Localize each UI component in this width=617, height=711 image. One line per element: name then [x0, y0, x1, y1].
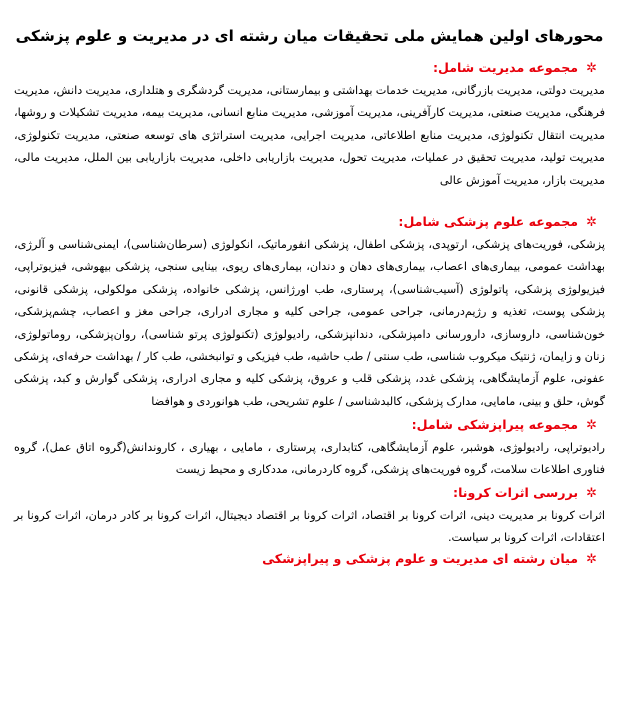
section-heading [14, 415, 597, 435]
section-body: اثرات کرونا بر مدیریت دینی، اثرات کرونا بر اقتصاد، اثرات کرونا بر اقتصاد دیجیتال، اثرات کرونا بر کادر درمان، اثرات کرونا بر اعتقادات، اثرات کرونا بر سیاست. [14, 509, 605, 545]
section-heading-text: مجموعه پیراپزشکی شامل: [411, 417, 579, 433]
section-body: رادیوتراپی، رادیولوژی، هوشبر، علوم آزمایشگاهی، کتابداری، پرستاری ، مامایی ، بهیاری ، کاروندانش(گروه اتاق عمل)، گروه فناوری اطلاعات سلامت، گروه فوریت‌های پزشکی، گروه کاردرمانی، مددکاری و محیط زیست [14, 441, 605, 477]
spacer [14, 192, 605, 212]
asterisk-bullet-icon: ✲ [586, 215, 597, 231]
section-body: مدیریت دولتی، مدیریت بازرگانی، مدیریت خدمات بهداشتی و بیمارستانی، مدیریت گردشگری و هتلداری، مدیریت دانش، مدیریت فرهنگی، مدیریت صنعتی، مدیریت کارآفرینی، مدیریت آموزشی، مدیریت منابع انسانی، مدیریت بیمه، مدیریت تشکیلات و روشها، مدیریت انتقال تکنولوژی، مدیریت منابع اطلاعاتی، مدیریت اجرایی، مدیریت استراتژی های توسعه صنعتی، مدیریت تکنولوژی، مدیریت تولید، مدیریت تحقیق در عملیات، مدیریت تحول، مدیریت بازاریابی داخلی، مدیریت بازاریابی بین الملل، مدیریت مالی، مدیریت بازار، مدیریت آموزش عالی [14, 84, 605, 187]
section-paramedical [14, 415, 605, 481]
asterisk-bullet-icon: ✲ [586, 552, 597, 568]
section-heading-text: مجموعه مدیریت شامل: [432, 60, 579, 75]
asterisk-bullet-icon: ✲ [586, 61, 597, 76]
document-title: محورهای اولین همایش ملی تحقیقات میان رشته ای در مدیریت و علوم پزشکی [15, 27, 604, 45]
section-interdisciplinary [14, 549, 605, 569]
section-heading-text: میان رشته ای مدیریت و علوم پزشکی و پیراپزشکی [262, 551, 579, 567]
section-heading [14, 483, 597, 503]
section-body: پزشکی، فوریت‌های پزشکی، ارتوپدی، پزشکی اطفال، پزشکی انفورماتیک، انکولوژی (سرطان‌شناسی)، ایمنی‌شناسی و آلرژی، بهداشت عمومی، بیماری‌های اعصاب، بیماری‌های دهان و دندان، بیماری‌های ریوی، بینایی سنجی، پزشکی بیهوشی، فیزیوتراپی، فیزیولوژی پزشکی، پاتولوژی (آسیب‌شناسی)، پرستاری، طب اورژانس، پزشکی خانواده، پزشکی مولکولی، پزشکی قانونی، پزشکی پوست، تغذیه و رژیم‌درمانی، جراحی عمومی، جراحی کلیه و مجاری ادراری، جراحی مغز و اعصاب، چشم‌پزشکی، خون‌شناسی، داروسازی، دارورسانی دامپزشکی، دندانپزشکی، رادیولوژی (تکنولوژی پرتو شناسی)، روان‌پزشکی، روماتولوژی، زنان و زایمان، ژنتیک میکروب شناسی، طب سنتی / طب حاشیه، طب فیزیکی و توانبخشی، طب کار / بهداشت حرفه‌ای، پزشکی عفونی، علوم آزمایشگاهی، پزشکی غدد، پزشکی قلب و عروق، پزشکی کلیه و مجاری ادراری، پزشکی گوارش و کبد، پزشکی گوش، حلق و بینی، مامایی، مدارک پزشکی، کالبدشناسی / علوم تشریحی، طب هوانوردی و هوافضا [14, 238, 605, 408]
section-management [14, 58, 605, 192]
section-heading-text: بررسی اثرات کرونا: [453, 485, 579, 501]
section-heading [14, 58, 597, 78]
asterisk-bullet-icon: ✲ [586, 418, 597, 434]
section-corona-effects [14, 483, 605, 549]
asterisk-bullet-icon: ✲ [586, 486, 597, 502]
section-heading-text: مجموعه علوم پزشکی شامل: [398, 214, 579, 230]
section-medical-sciences [14, 212, 605, 413]
section-heading [14, 212, 597, 232]
section-heading [14, 549, 597, 569]
